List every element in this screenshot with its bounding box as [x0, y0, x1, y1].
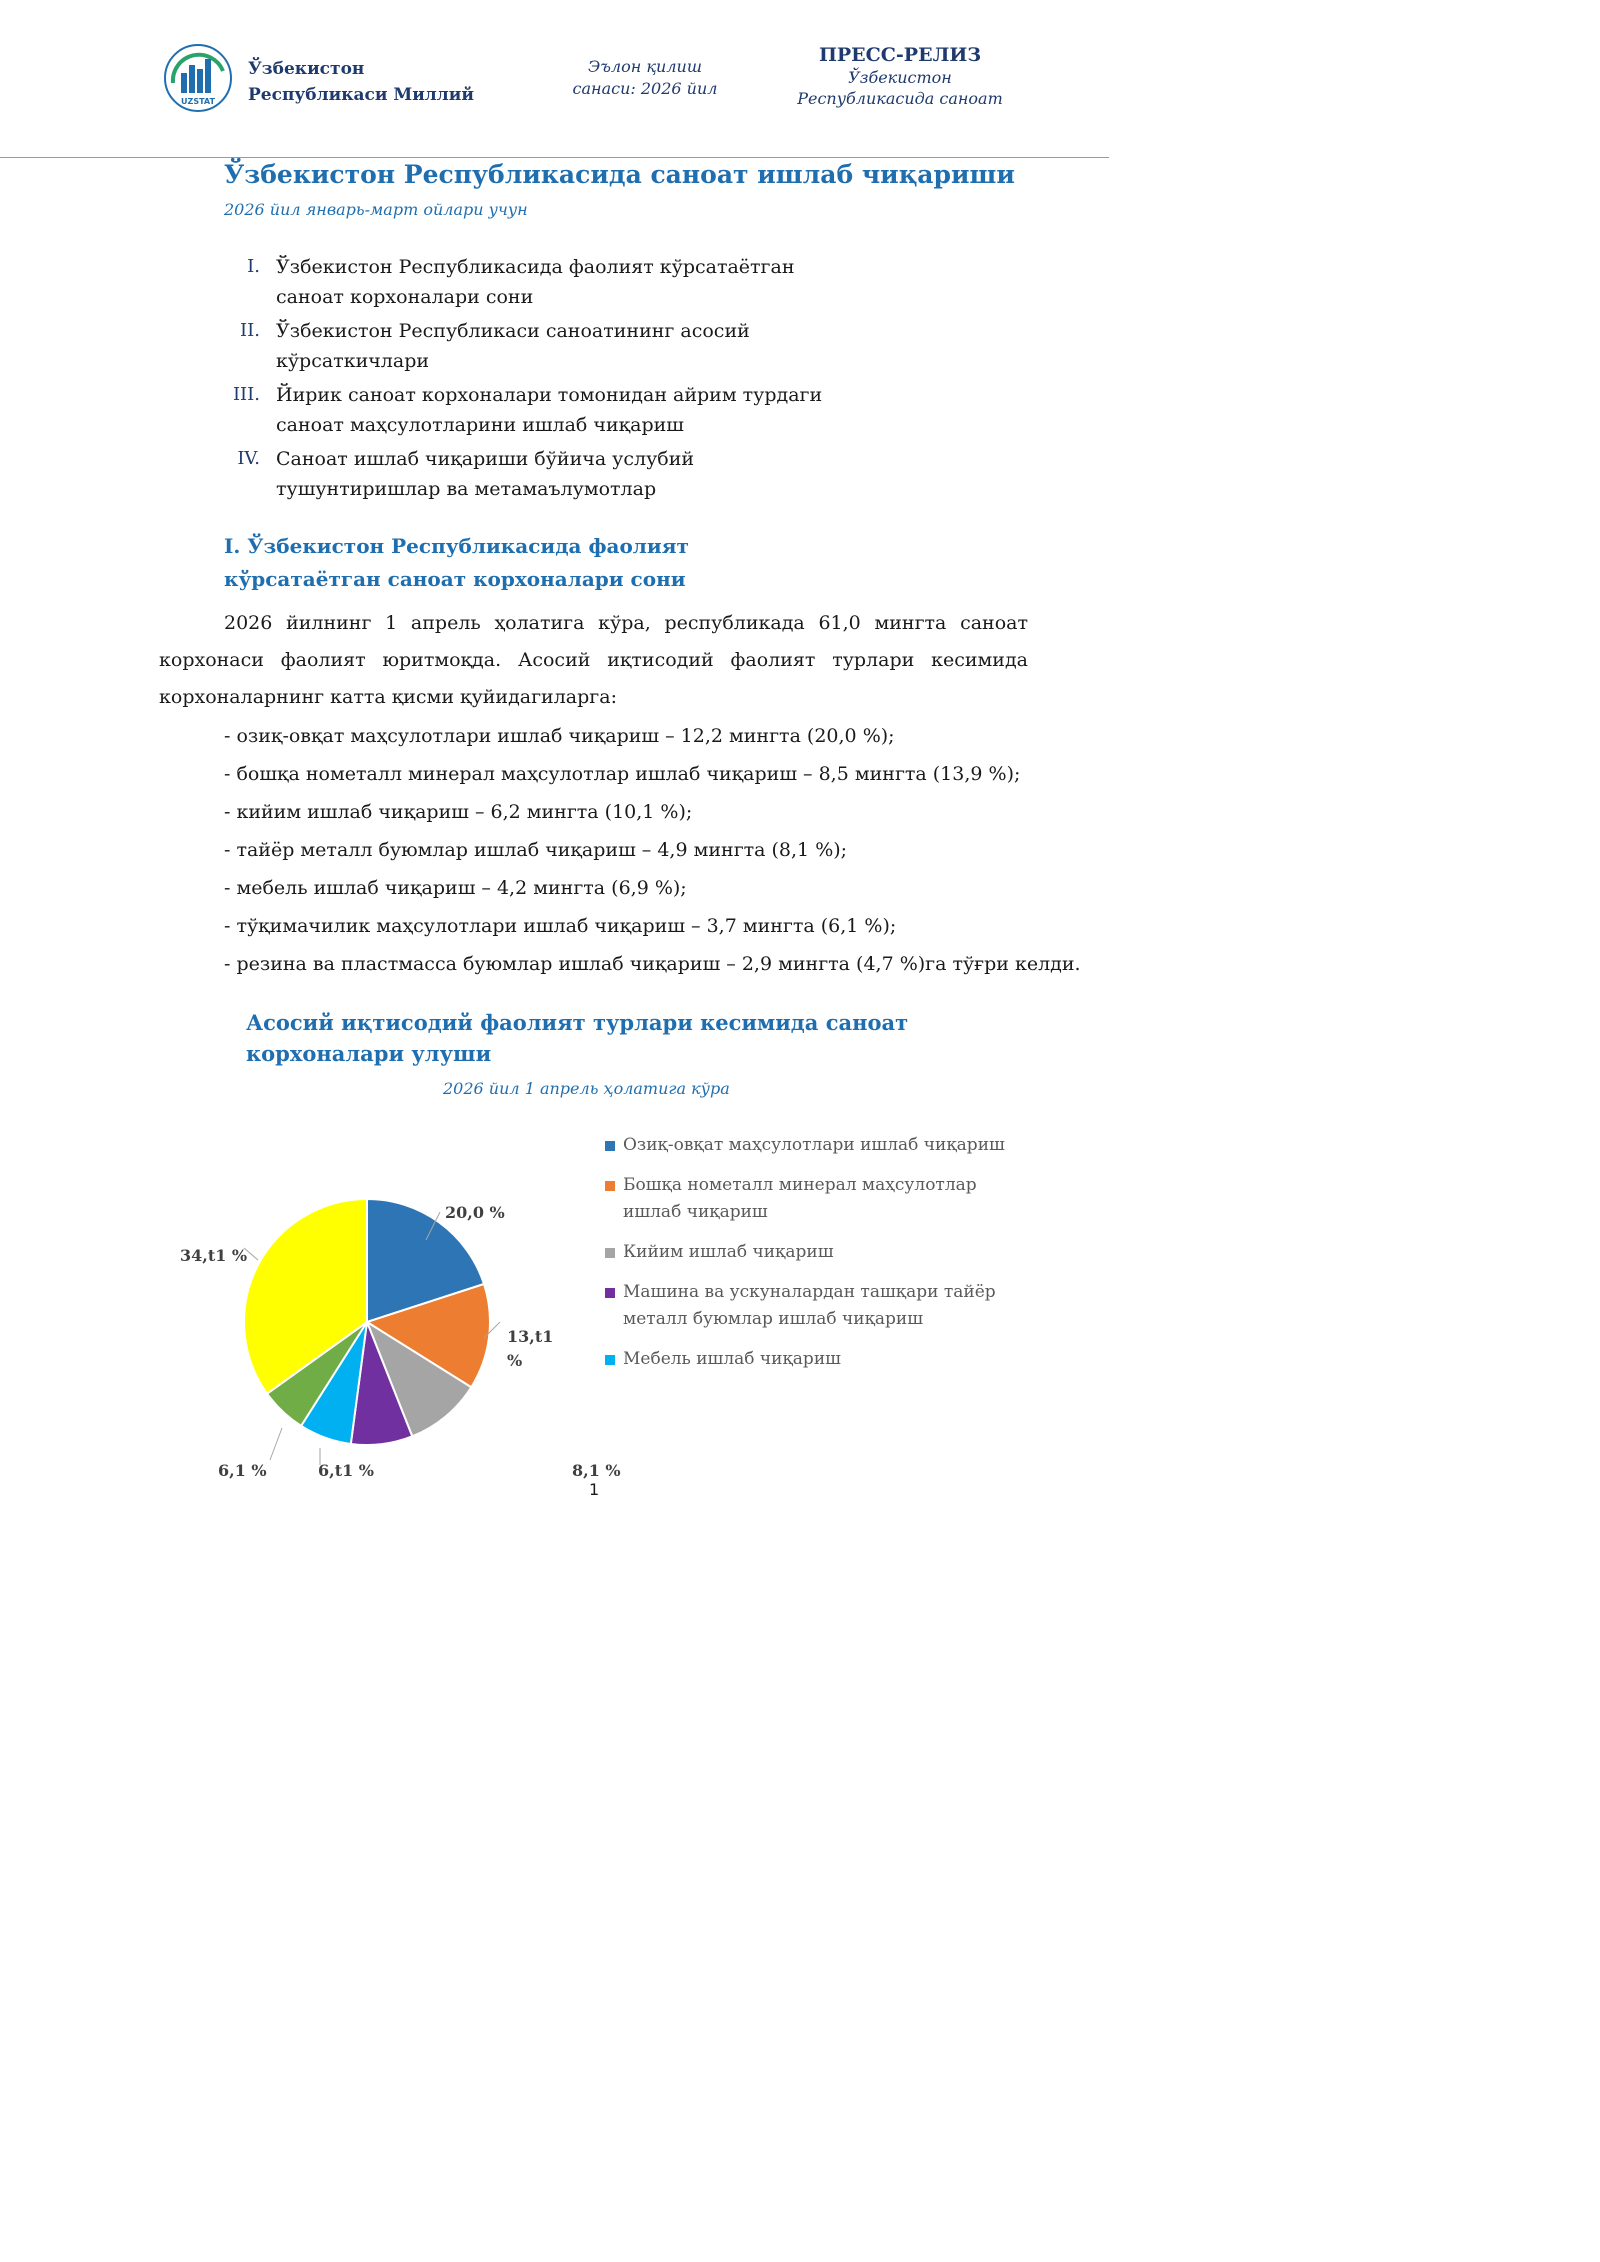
legend-swatch: [605, 1355, 615, 1365]
leader-line: [270, 1428, 282, 1460]
legend-swatch: [605, 1288, 615, 1298]
legend-item: [605, 1172, 1045, 1226]
org-line-2: Республикаси Миллий: [248, 85, 474, 105]
legend-label: Бошқа нометалл минерал маҳсулотлар ишлаб чиқариш: [623, 1175, 977, 1222]
section-1-heading-line-2: кўрсатаётган саноат корхоналари сони: [224, 567, 686, 591]
chart-title: Асосий иқтисодий фаолият турлари кесимида саноат корхоналари улуши: [246, 1010, 909, 1066]
activity-list: [224, 717, 1084, 983]
press-release-title: ПРЕСС-РЕЛИЗ: [818, 44, 982, 66]
data-label: 13,t1 %: [507, 1327, 554, 1370]
table-of-contents: [220, 252, 840, 508]
section-1-heading-line-1: I. Ўзбекистон Республикасида фаолият: [224, 534, 689, 558]
press-release-line-1: Ўзбекистон: [848, 68, 952, 87]
list-item: - бошқа нометалл минерал маҳсулотлар ишлаб чиқариш – 8,5 мингта (13,9 %);: [224, 763, 1021, 785]
data-label: 6,1 %: [218, 1461, 267, 1480]
logo-text: UZSTAT: [181, 97, 215, 106]
list-item: - кийим ишлаб чиқариш – 6,2 мингта (10,1 %);: [224, 801, 693, 823]
list-item: - тайёр металл буюмлар ишлаб чиқариш – 4,9 мингта (8,1 %);: [224, 839, 848, 861]
legend-label: Мебель ишлаб чиқариш: [623, 1349, 841, 1369]
toc-number: III.: [232, 384, 260, 405]
list-item: - озиқ-овқат маҳсулотлари ишлаб чиқариш – 12,2 мингта (20,0 %);: [224, 725, 895, 747]
legend-label: Кийим ишлаб чиқариш: [623, 1242, 834, 1262]
press-release-line-2: Республикасида саноат: [797, 89, 1003, 108]
toc-number: II.: [240, 320, 260, 341]
release-date-line-2: санаси: 2026 йил: [572, 79, 718, 98]
toc-text: Йирик саноат корхоналари томонидан айрим турдаги саноат маҳсулотларини ишлаб чиқариш: [276, 384, 823, 436]
document-subtitle: 2026 йил январь-март ойлари учун: [224, 200, 528, 219]
toc-item[interactable]: [220, 252, 840, 312]
toc-text: Ўзбекистон Республикасида фаолият кўрсатаётган саноат корхоналари сони: [276, 256, 795, 308]
legend-item: [605, 1239, 1045, 1266]
legend-swatch: [605, 1181, 615, 1191]
data-label: 6,t1 %: [318, 1461, 374, 1480]
toc-item[interactable]: [220, 316, 840, 376]
data-label: 20,0 %: [445, 1203, 505, 1222]
organization-name: [248, 56, 474, 108]
toc-item[interactable]: [220, 444, 840, 504]
legend-swatch: [605, 1141, 615, 1151]
legend-label: Машина ва ускуналардан ташқари тайёр металл буюмлар ишлаб чиқариш: [623, 1282, 996, 1329]
data-label: 8,1 %: [572, 1461, 621, 1480]
legend-item: [605, 1132, 1045, 1159]
legend-swatch: [605, 1248, 615, 1258]
section-1-heading: [224, 530, 744, 596]
chart-subtitle: 2026 йил 1 апрель ҳолатига кўра: [443, 1079, 730, 1098]
chart-legend: [605, 1132, 1045, 1386]
document-title: Ўзбекистон Республикасида саноат ишлаб чиқариши: [224, 160, 1015, 189]
list-item: - тўқимачилик маҳсулотлари ишлаб чиқариш – 3,7 мингта (6,1 %);: [224, 915, 897, 937]
toc-number: I.: [247, 256, 260, 277]
release-date-line-1: Эълон қилиш: [588, 57, 702, 76]
toc-item[interactable]: [220, 380, 840, 440]
data-label: 34,t1 %: [180, 1246, 248, 1265]
release-date: [560, 56, 730, 100]
list-item: - мебель ишлаб чиқариш – 4,2 мингта (6,9 %);: [224, 877, 687, 899]
list-item: - резина ва пластмасса буюмлар ишлаб чиқариш – 2,9 мингта (4,7 %)га тўғри келди.: [224, 953, 1081, 975]
press-release-block: [780, 43, 1020, 109]
toc-text: Ўзбекистон Республикаси саноатининг асосий кўрсаткичлари: [276, 320, 750, 372]
section-1-paragraph: 2026 йилнинг 1 апрель ҳолатига кўра, республикада 61,0 мингта саноат корхонаси фаолият юритмоқда. Асосий иқтисодий фаолият турлари кесимида корхоналарнинг катта қисми қуйидагиларга:: [159, 612, 1028, 708]
org-line-1: Ўзбекистон: [248, 59, 365, 79]
legend-item: [605, 1346, 1045, 1373]
legend-item: [605, 1279, 1045, 1333]
uzstat-logo: [163, 43, 233, 113]
legend-label: Озиқ-овқат маҳсулотлари ишлаб чиқариш: [623, 1135, 1005, 1155]
toc-number: IV.: [237, 448, 260, 469]
page-number: 1: [589, 1480, 600, 1499]
toc-text: Саноат ишлаб чиқариши бўйича услубий тушунтиришлар ва метамаълумотлар: [276, 448, 695, 500]
